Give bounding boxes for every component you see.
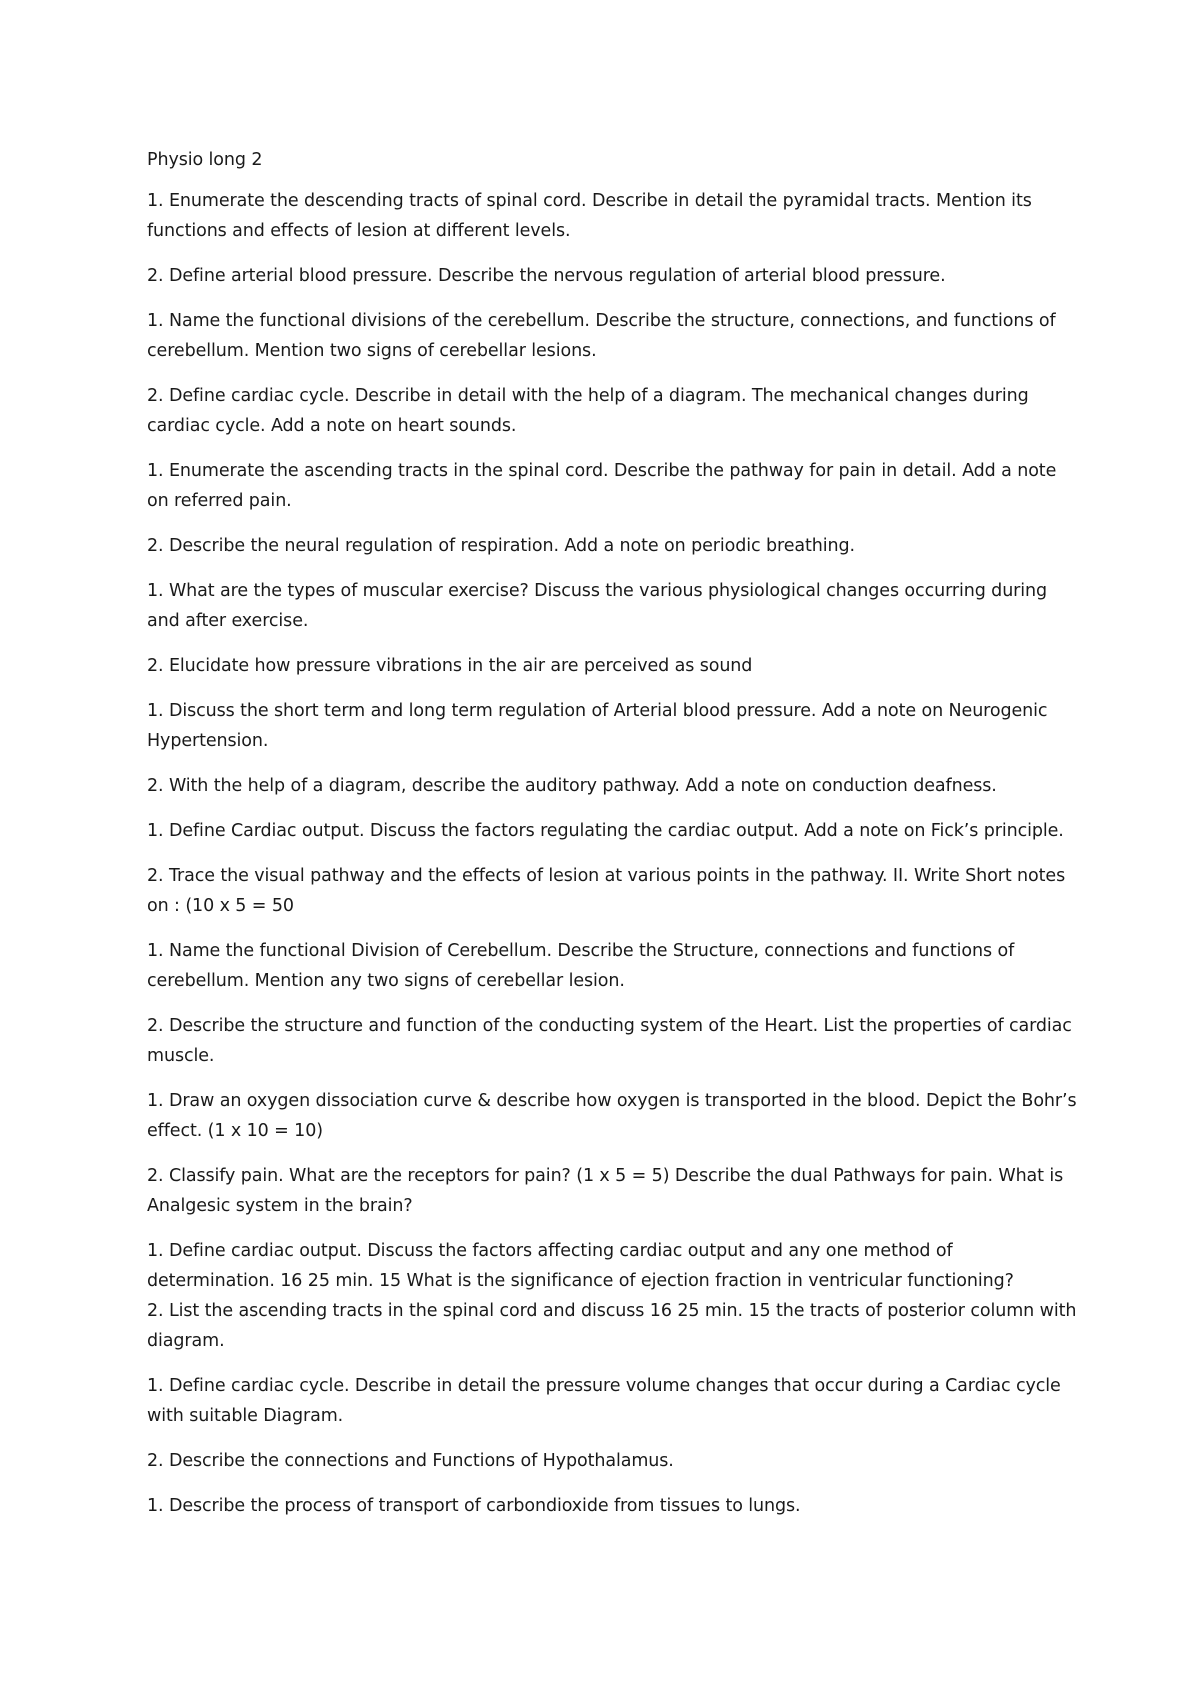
document-title: Physio long 2: [147, 150, 263, 170]
question-paragraph: 1. Describe the process of transport of carbondioxide from tissues to lungs.: [147, 1496, 801, 1516]
question-paragraph: 1. Draw an oxygen dissociation curve & describe how oxygen is transported in the blood. Depict the Bohr’s effect. (1 x 10 = 10): [147, 1091, 1077, 1141]
question-paragraph: 1. Define Cardiac output. Discuss the factors regulating the cardiac output. Add a note on Fick’s principle.: [147, 821, 1064, 841]
question-paragraph: 1. Define cardiac output. Discuss the factors affecting cardiac output and any one method of determination. 16 25 min. 15 What is the significance of ejection fraction in ventricular functioning?: [147, 1241, 1014, 1291]
question-paragraph: 1. Enumerate the descending tracts of spinal cord. Describe in detail the pyramidal tracts. Mention its functions and effects of lesion at different levels.: [147, 191, 1032, 241]
question-paragraph: 1. Name the functional Division of Cerebellum. Describe the Structure, connections and functions of cerebellum. Mention any two signs of cerebellar lesion.: [147, 941, 1015, 991]
question-paragraph: 2. Describe the structure and function of the conducting system of the Heart. List the properties of cardiac muscle.: [147, 1016, 1072, 1066]
question-paragraph: 1. Enumerate the ascending tracts in the spinal cord. Describe the pathway for pain in detail. Add a note on referred pain.: [147, 461, 1057, 511]
question-paragraph: 2. With the help of a diagram, describe the auditory pathway. Add a note on conduction deafness.: [147, 776, 997, 796]
question-paragraph: 2. Describe the neural regulation of respiration. Add a note on periodic breathing.: [147, 536, 855, 556]
question-paragraph: 2. Classify pain. What are the receptors for pain? (1 x 5 = 5) Describe the dual Pathways for pain. What is Analgesic system in the brain?: [147, 1166, 1064, 1216]
question-paragraph: 2. Define cardiac cycle. Describe in detail with the help of a diagram. The mechanical changes during cardiac cycle. Add a note on heart sounds.: [147, 386, 1029, 436]
question-paragraph: 2. List the ascending tracts in the spinal cord and discuss 16 25 min. 15 the tracts of posterior column with diagram.: [147, 1301, 1077, 1351]
question-paragraph: 1. What are the types of muscular exercise? Discuss the various physiological changes occurring during and after exercise.: [147, 581, 1048, 631]
question-paragraph: 1. Name the functional divisions of the cerebellum. Describe the structure, connections, and functions of cerebellum. Mention two signs of cerebellar lesions.: [147, 311, 1056, 361]
question-paragraph: 2. Elucidate how pressure vibrations in the air are perceived as sound: [147, 656, 753, 676]
question-paragraph: 2. Define arterial blood pressure. Describe the nervous regulation of arterial blood pressure.: [147, 266, 946, 286]
question-paragraph: 2. Trace the visual pathway and the effects of lesion at various points in the pathway. II. Write Short notes on : (10 x 5 = 50: [147, 866, 1066, 916]
question-paragraph: 2. Describe the connections and Functions of Hypothalamus.: [147, 1451, 674, 1471]
question-paragraph: 1. Define cardiac cycle. Describe in detail the pressure volume changes that occur during a Cardiac cycle with suitable Diagram.: [147, 1376, 1061, 1426]
question-paragraph: 1. Discuss the short term and long term regulation of Arterial blood pressure. Add a note on Neurogenic Hypertension.: [147, 701, 1048, 751]
